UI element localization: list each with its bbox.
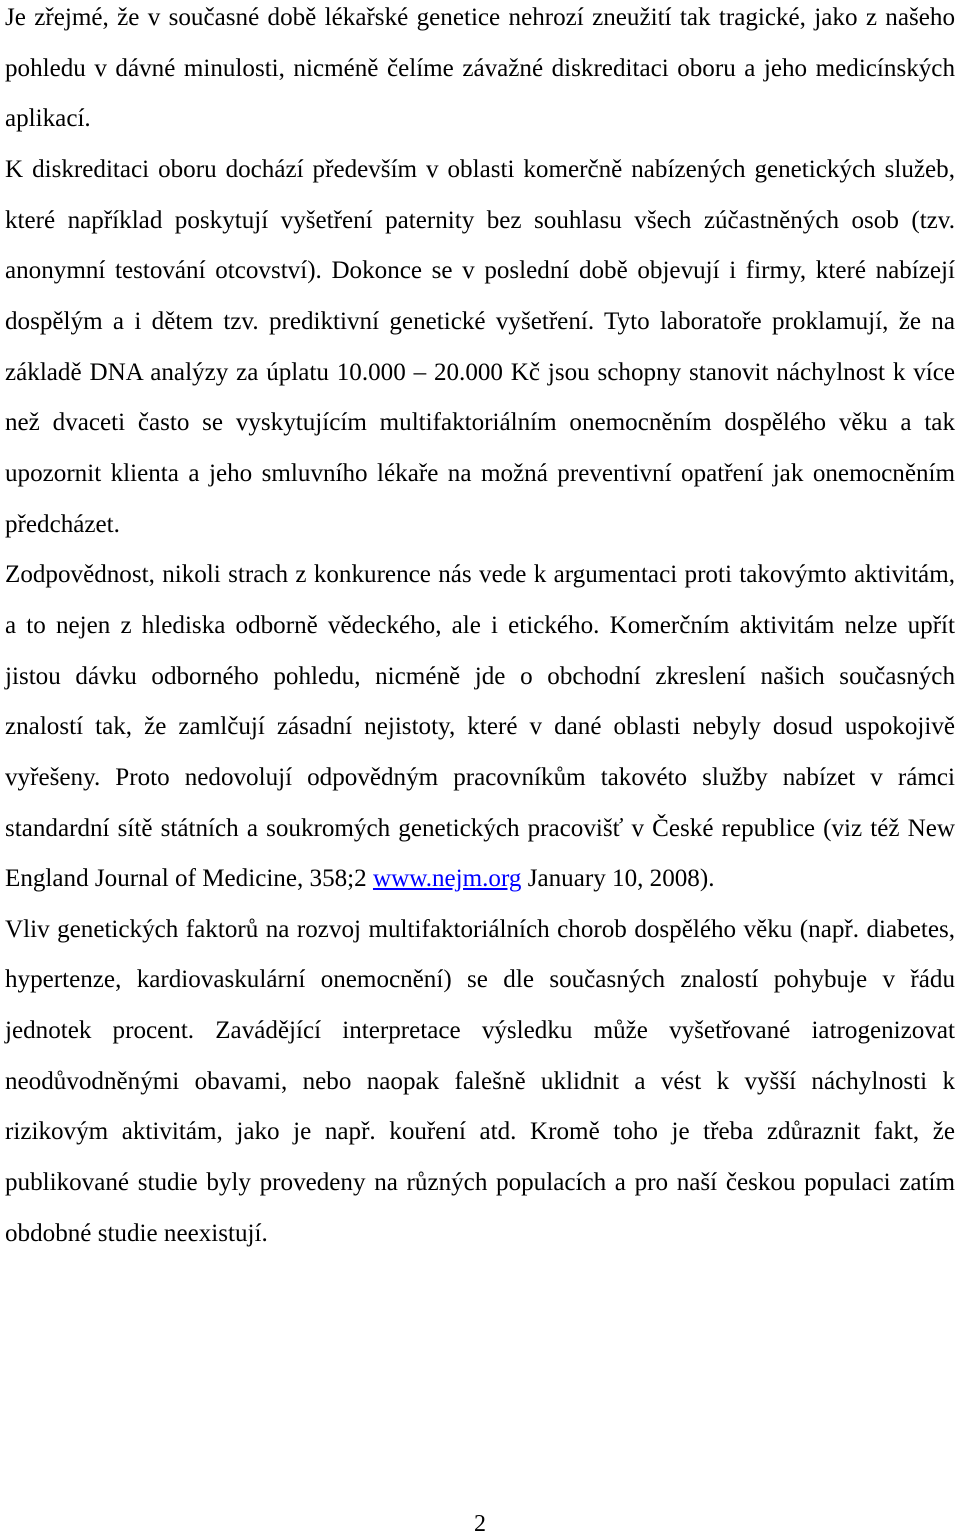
- paragraph-commercial-services: K diskreditaci oboru dochází především v oblasti komerčně nabízených genetických služeb, které například poskytují vyšetření paternity bez souhlasu všech zúčastněných osob (tzv. anonymní testování otcovství). Dokonce se v poslední době objevují i firmy, které nabízejí dospělým a i dětem tzv. prediktivní genetické vyšetření. Tyto laboratoře proklamují, že na základě DNA analýzy za úplatu 10.000 – 20.000 Kč jsou schopny stanovit náchylnost k více než dvaceti často se vyskytujícím multifaktoriálním onemocněním dospělého věku a tak upozornit klienta a jeho smluvního lékaře na možná preventivní opatření jak onemocněním předcházet.: [5, 155, 955, 538]
- paragraph-text-after-link: January 10, 2008).: [521, 865, 715, 893]
- paragraph-genetics-misuse: Je zřejmé, že v současné době lékařské genetice nehrozí zneužití tak tragické, jako z našeho pohledu v dávné minulosti, nicméně čelíme závažné diskreditaci oboru a jeho medicínských aplikací.: [5, 4, 955, 133]
- document-page: [5, 0, 955, 1259]
- page-number: 2: [474, 1511, 486, 1537]
- paragraph-text-before-link: Zodpovědnost, nikoli strach z konkurence nás vede k argumentaci proti takovýmto aktivitám, a to nejen z hlediska odborně vědeckého, ale i etického. Komerčním aktivitám nelze upřít jistou dávku odborného pohledu, nicméně jde o obchodní zkreslení našich současných znalostí tak, že zamlčují zásadní nejistoty, které v dané oblasti nebyly dosud uspokojivě vyřešeny. Proto nedovolují odpovědným pracovníkům takovéto služby nabízet v rámci standardní sítě státních a soukromých genetických pracovišť v České republice (viz též New England Journal of Medicine, 358;2: [5, 561, 955, 893]
- paragraph-responsibility: [5, 550, 955, 905]
- nejm-link[interactable]: www.nejm.org: [372, 865, 522, 893]
- paragraph-genetic-factors: Vliv genetických faktorů na rozvoj multifaktoriálních chorob dospělého věku (např. diabetes, hypertenze, kardiovaskulární onemocnění) se dle současných znalostí pohybuje v řádu jednotek procent. Zavádějící interpretace výsledku může vyšetřované iatrogenizovat neodůvodněnými obavami, nebo naopak falešně uklidnit a vést k vyšší náchylnosti k rizikovým aktivitám, jako je např. kouření atd. Kromě toho je třeba zdůraznit fakt, že publikované studie byly provedeny na různých populacích a pro naší českou populaci zatím obdobné studie neexistují.: [5, 915, 955, 1247]
